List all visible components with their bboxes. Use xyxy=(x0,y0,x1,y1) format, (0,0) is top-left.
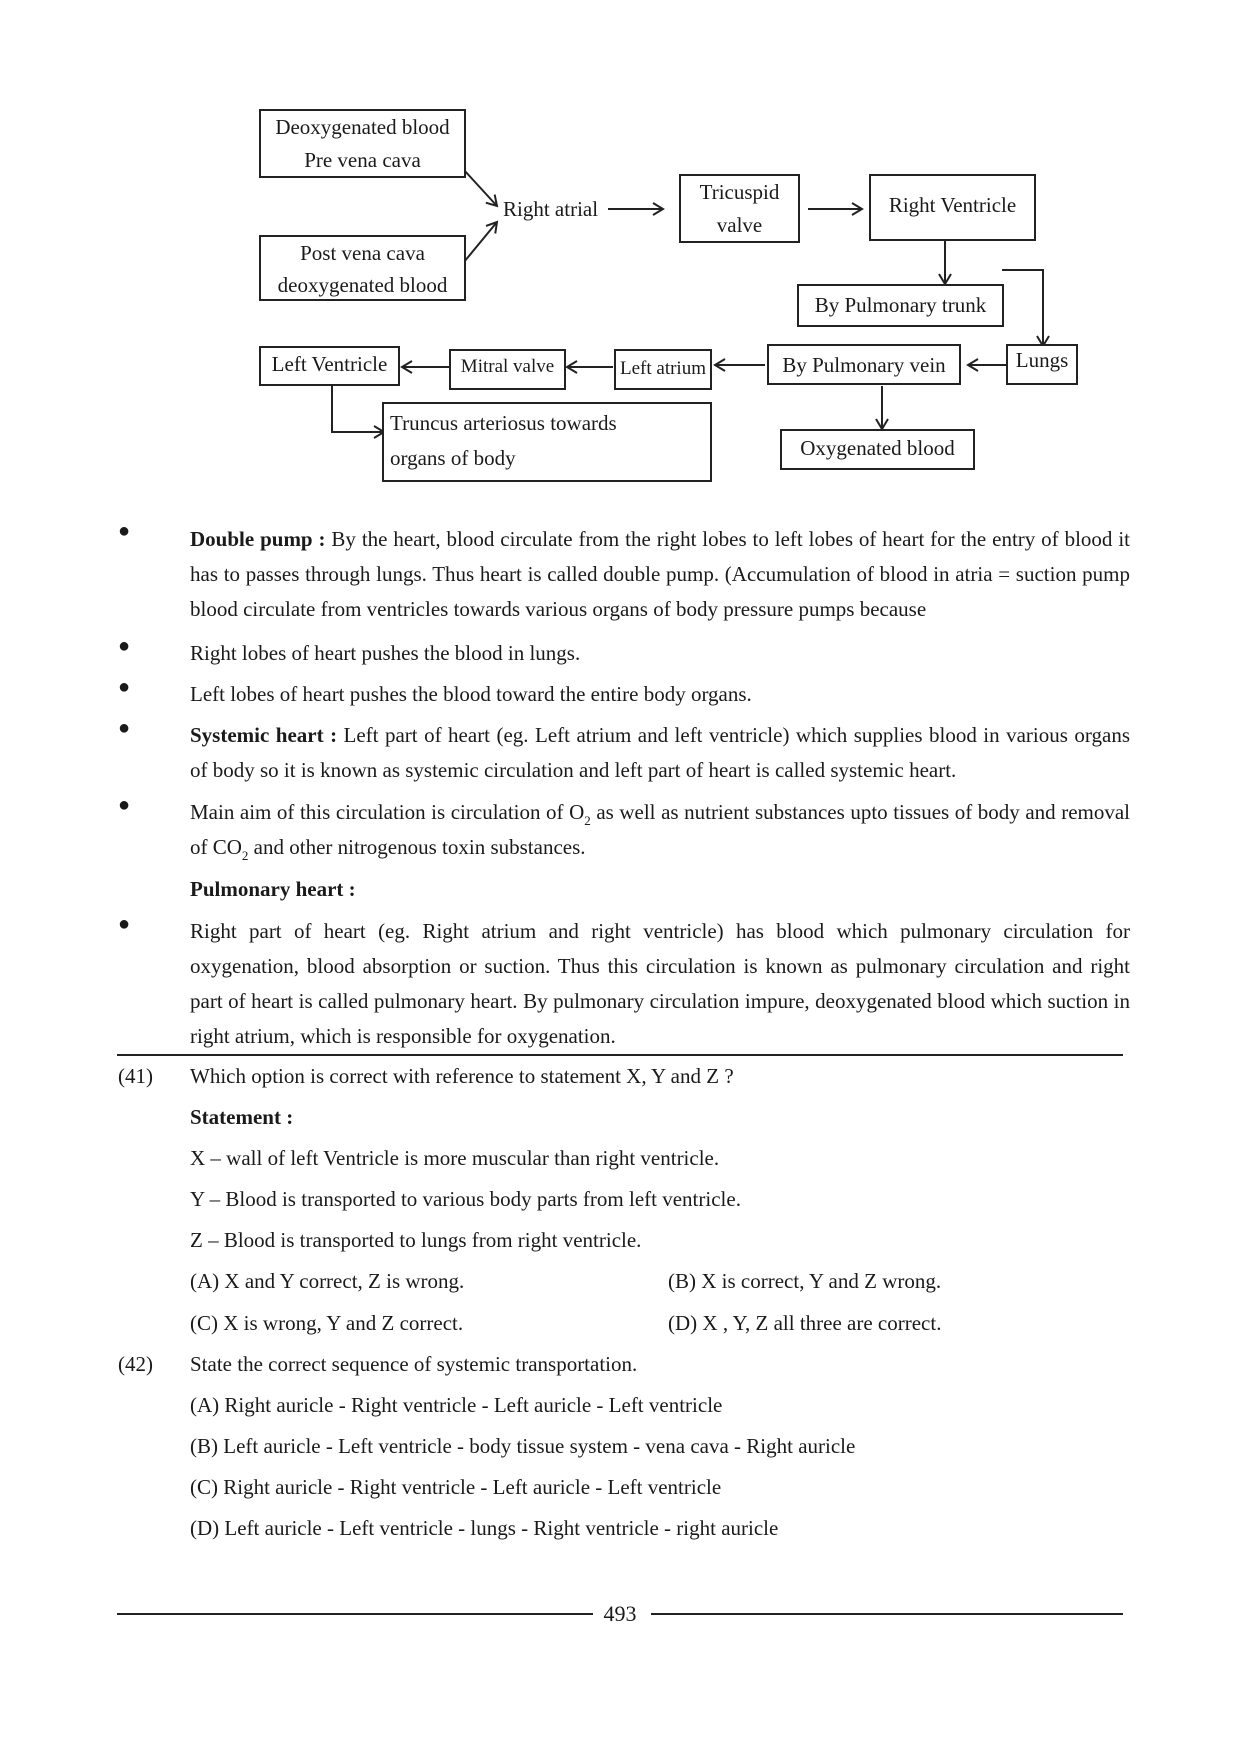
q41-option-c: (C) X is wrong, Y and Z correct. xyxy=(190,1311,464,1335)
bullet-marker: ● xyxy=(118,635,131,657)
post-vena-cava-line2: deoxygenated blood xyxy=(277,273,448,297)
q42-question: State the correct sequence of systemic transportation. xyxy=(190,1352,638,1376)
q42-option-c: (C) Right auricle - Right ventricle - Left auricle - Left ventricle xyxy=(190,1475,722,1499)
box-pre-vena-cava xyxy=(259,109,466,178)
bullet-marker: ● xyxy=(118,913,131,935)
box-mitral-valve xyxy=(449,349,566,390)
arrow-post-vena-to-atrial xyxy=(464,222,497,262)
box-lungs xyxy=(1006,344,1078,385)
left-atrium-label: Left atrium xyxy=(620,358,706,379)
box-pulmonary-vein xyxy=(767,344,961,385)
box-pulmonary-trunk xyxy=(797,284,1004,327)
q41-statement-term: Statement : xyxy=(190,1105,294,1129)
right-ventricle-label: Right Ventricle xyxy=(888,193,1017,217)
tricuspid-line1: Tricuspid xyxy=(699,180,780,204)
pulmonary-heart-term: Pulmonary heart : xyxy=(190,877,356,901)
main-aim-text-b: as well as nutrient substances upto tissues of body and removal of CO xyxy=(190,800,1131,859)
box-tricuspid-valve xyxy=(679,174,800,243)
double-pump-term: Double pump : xyxy=(190,527,326,551)
truncus-line1: Truncus arteriosus towards xyxy=(390,411,617,435)
pulmonary-heart-heading xyxy=(190,872,1130,907)
q41-option-a: (A) X and Y correct, Z is wrong. xyxy=(190,1269,465,1293)
q41-statement-label xyxy=(190,1105,293,1130)
q41-statement-y: Y – Blood is transported to various body parts from left ventricle. xyxy=(190,1187,741,1211)
mitral-valve-label: Mitral valve xyxy=(460,356,555,377)
box-post-vena-cava xyxy=(259,235,466,301)
box-left-atrium xyxy=(614,349,712,390)
q42-option-a: (A) Right auricle - Right ventricle - Left auricle - Left ventricle xyxy=(190,1393,723,1417)
co2-subscript: 2 xyxy=(241,848,249,863)
pre-vena-cava-line2: Pre vena cava xyxy=(304,148,421,172)
bullet-marker: ● xyxy=(118,520,131,542)
pulmonary-heart-paragraph: Right part of heart (eg. Right atrium and right ventricle) has blood which pulmonary circulation for oxygenation, blood absorption or suction. Thus this circulation is known as pulmonary circulation and right part of heart is called pulmonary heart. By pulmonary circulation impure, deoxygenated blood which suction in right atrium, which is responsible for oxygenation. xyxy=(190,919,1130,1048)
q42-number: (42) xyxy=(118,1352,153,1376)
post-vena-cava-line1: Post vena cava xyxy=(300,241,425,265)
systemic-heart-paragraph xyxy=(190,718,1130,788)
q42-option-b: (B) Left auricle - Left ventricle - body tissue system - vena cava - Right auricle xyxy=(190,1434,856,1458)
bullet-marker: ● xyxy=(118,717,131,739)
pre-vena-cava-line1: Deoxygenated blood xyxy=(275,115,450,139)
arrow-trunk-to-lungs xyxy=(1003,270,1043,346)
q41-statement-x: X – wall of left Ventricle is more muscular than right ventricle. xyxy=(190,1146,720,1170)
section-divider xyxy=(117,1054,1123,1056)
truncus-line2: organs of body xyxy=(390,446,516,470)
page-number: 493 xyxy=(603,1601,637,1626)
q41-statement-z: Z – Blood is transported to lungs from right ventricle. xyxy=(190,1228,642,1252)
main-aim-paragraph xyxy=(190,795,1130,865)
o2-subscript: 2 xyxy=(584,813,591,828)
arrow-ventricle-to-truncus xyxy=(332,386,384,432)
left-lobes-paragraph: Left lobes of heart pushes the blood toward the entire body organs. xyxy=(190,682,752,706)
q41-number: (41) xyxy=(118,1064,153,1088)
box-right-ventricle xyxy=(869,174,1036,241)
bullet-marker: ● xyxy=(118,676,131,698)
systemic-heart-text: Left part of heart (eg. Left atrium and left ventricle) which supplies blood in various organs of body so it is known as systemic circulation and left part of heart is called systemic heart. xyxy=(190,723,1131,782)
box-truncus-arteriosus xyxy=(382,402,712,482)
main-aim-text-a: Main aim of this circulation is circulation of O xyxy=(190,800,585,824)
left-ventricle-label: Left Ventricle xyxy=(271,352,388,376)
pulmonary-trunk-label: By Pulmonary trunk xyxy=(814,293,987,317)
q41-option-b: (B) X is correct, Y and Z wrong. xyxy=(668,1269,942,1293)
double-pump-text: By the heart, blood circulate from the right lobes to left lobes of heart for the entry of blood it has to passes through lungs. Thus heart is called double pump. (Accumulation of blood in atria = suction pump blood circulate from ventricles towards various organs of body pressure pumps because xyxy=(190,527,1130,621)
arrow-pre-vena-to-atrial xyxy=(464,170,497,206)
oxygenated-blood-label: Oxygenated blood xyxy=(800,436,955,460)
right-lobes-paragraph: Right lobes of heart pushes the blood in lungs. xyxy=(190,641,581,665)
double-pump-paragraph xyxy=(190,522,1130,627)
blood-flow-diagram xyxy=(0,0,1240,500)
q41-question: Which option is correct with reference to statement X, Y and Z ? xyxy=(190,1064,734,1088)
main-aim-text-c: and other nitrogenous toxin substances. xyxy=(248,835,586,859)
pulmonary-vein-label: By Pulmonary vein xyxy=(782,353,946,377)
q41-option-d: (D) X , Y, Z all three are correct. xyxy=(668,1311,942,1335)
q42-option-d: (D) Left auricle - Left ventricle - lungs - Right ventricle - right auricle xyxy=(190,1516,779,1540)
lungs-label: Lungs xyxy=(1015,348,1069,372)
systemic-heart-term: Systemic heart : xyxy=(190,723,338,747)
box-left-ventricle xyxy=(259,346,400,386)
label-right-atrial: Right atrial xyxy=(503,197,599,221)
box-oxygenated-blood xyxy=(780,429,975,470)
tricuspid-line2: valve xyxy=(716,213,763,237)
bullet-marker: ● xyxy=(118,794,131,816)
